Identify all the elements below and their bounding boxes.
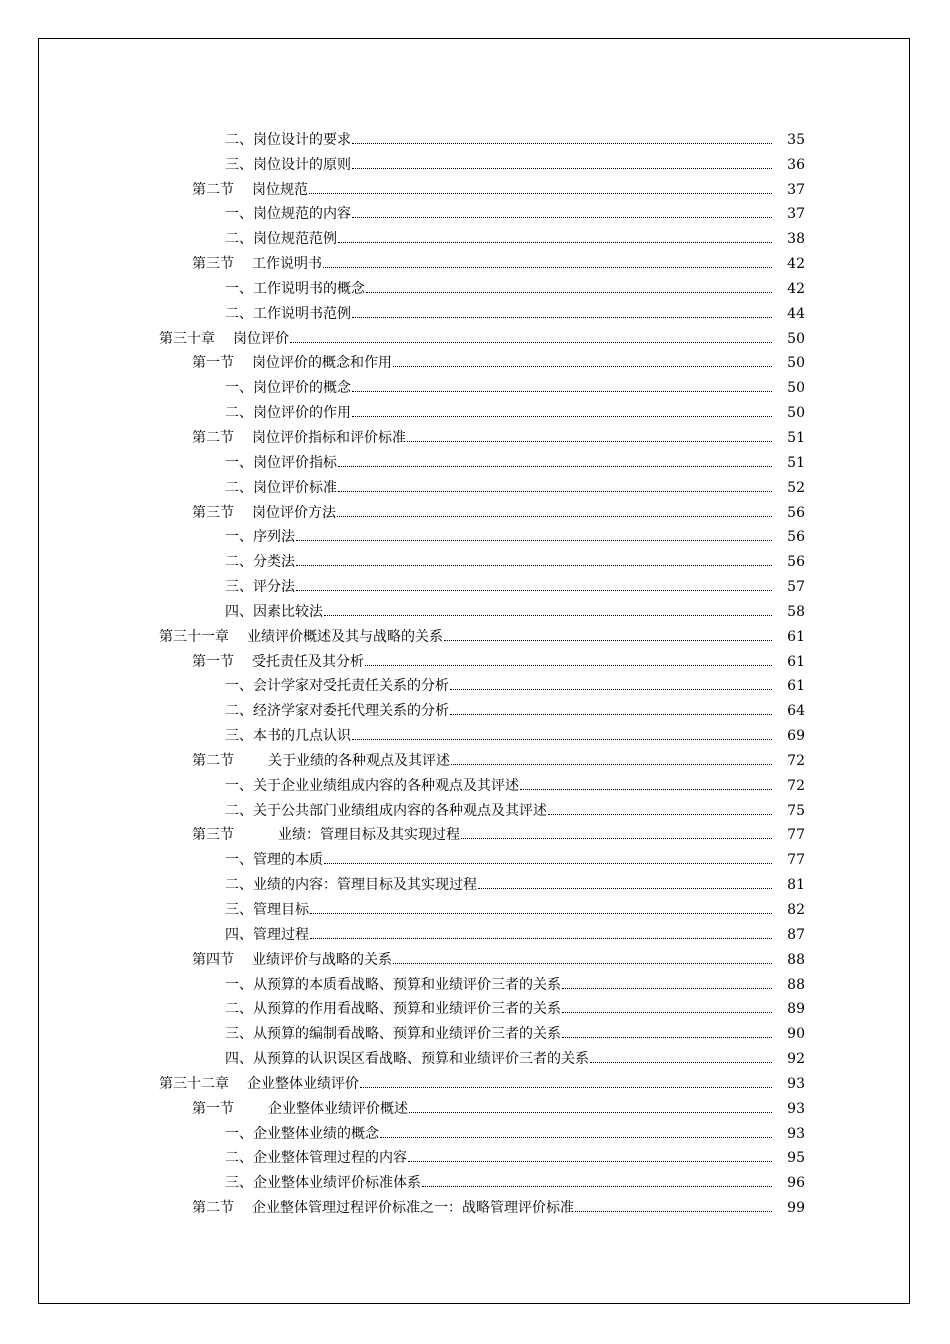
toc-entry-number: 二、 bbox=[225, 1150, 253, 1167]
toc-page-number: 57 bbox=[787, 579, 805, 596]
toc-page-number: 87 bbox=[787, 926, 805, 943]
toc-entry-title: 业绩评价概述及其与战略的关系 bbox=[247, 628, 443, 645]
toc-page-number: 56 bbox=[787, 529, 805, 546]
toc-page-number: 44 bbox=[787, 305, 805, 322]
toc-entry-number: 第三十二章 bbox=[159, 1075, 229, 1092]
toc-subsection-entry[interactable] bbox=[0, 522, 950, 547]
toc-page-number: 88 bbox=[787, 976, 805, 993]
toc-subsection-entry[interactable] bbox=[0, 1018, 950, 1043]
toc-subsection-entry[interactable] bbox=[0, 1118, 950, 1143]
toc-subsection-entry[interactable] bbox=[0, 199, 950, 224]
toc-section-entry[interactable] bbox=[0, 348, 950, 373]
toc-entry-title: 岗位规范的内容 bbox=[253, 206, 351, 223]
toc-section-entry[interactable] bbox=[0, 248, 950, 273]
toc-section-entry[interactable] bbox=[0, 422, 950, 447]
toc-section-entry[interactable] bbox=[0, 944, 950, 969]
toc-dot-leader bbox=[444, 640, 772, 641]
toc-entry-number: 一、 bbox=[225, 852, 253, 869]
toc-dot-leader bbox=[360, 1087, 772, 1088]
toc-entry-number: 第二节 bbox=[192, 1200, 234, 1217]
toc-entry-number: 第二节 bbox=[192, 181, 234, 198]
toc-entry-title: 企业整体业绩评价 bbox=[247, 1075, 359, 1092]
toc-subsection-entry[interactable] bbox=[0, 298, 950, 323]
toc-page-number: 38 bbox=[787, 231, 805, 248]
toc-dot-leader bbox=[409, 1112, 772, 1113]
toc-dot-leader bbox=[296, 540, 772, 541]
toc-entry-title: 企业整体业绩的概念 bbox=[253, 1125, 379, 1142]
toc-page-number: 50 bbox=[787, 355, 805, 372]
toc-dot-leader bbox=[393, 366, 772, 367]
toc-dot-leader bbox=[323, 267, 772, 268]
toc-page-number: 77 bbox=[787, 827, 805, 844]
toc-entry-title: 工作说明书的概念 bbox=[253, 280, 365, 297]
toc-entry-number: 第三十章 bbox=[159, 330, 215, 347]
toc-dot-leader bbox=[365, 665, 772, 666]
toc-entry-number: 一、 bbox=[225, 206, 253, 223]
toc-chapter-entry[interactable] bbox=[0, 323, 950, 348]
toc-dot-leader bbox=[352, 217, 772, 218]
toc-subsection-entry[interactable] bbox=[0, 596, 950, 621]
toc-dot-leader bbox=[461, 838, 772, 839]
toc-page-number: 36 bbox=[787, 156, 805, 173]
toc-entry-title: 岗位规范范例 bbox=[253, 231, 337, 248]
toc-dot-leader bbox=[296, 590, 772, 591]
toc-entry-number: 二、 bbox=[225, 405, 253, 422]
toc-chapter-entry[interactable] bbox=[0, 1068, 950, 1093]
toc-entry-title: 工作说明书 bbox=[252, 256, 322, 273]
toc-page-number: 58 bbox=[787, 603, 805, 620]
toc-entry-number: 二、 bbox=[225, 131, 253, 148]
toc-section-entry[interactable] bbox=[0, 1093, 950, 1118]
toc-chapter-entry[interactable] bbox=[0, 621, 950, 646]
toc-entry-title: 业绩的内容：管理目标及其实现过程 bbox=[253, 877, 477, 894]
toc-entry-title: 岗位评价的概念和作用 bbox=[252, 355, 392, 372]
toc-entry-title: 管理的本质 bbox=[253, 852, 323, 869]
toc-entry-number: 第一节 bbox=[192, 355, 234, 372]
toc-subsection-entry[interactable] bbox=[0, 869, 950, 894]
toc-page-number: 42 bbox=[787, 280, 805, 297]
toc-page-number: 64 bbox=[787, 703, 805, 720]
toc-page-number: 61 bbox=[787, 628, 805, 645]
toc-subsection-entry[interactable] bbox=[0, 571, 950, 596]
toc-entry-title: 岗位评价方法 bbox=[252, 504, 336, 521]
toc-entry-number: 二、 bbox=[225, 479, 253, 496]
toc-entry-title: 岗位评价 bbox=[233, 330, 289, 347]
toc-page-number: 69 bbox=[787, 728, 805, 745]
toc-subsection-entry[interactable] bbox=[0, 124, 950, 149]
toc-subsection-entry[interactable] bbox=[0, 969, 950, 994]
toc-page-number: 99 bbox=[787, 1200, 805, 1217]
toc-entry-number: 一、 bbox=[225, 280, 253, 297]
toc-entry-title: 从预算的作用看战略、预算和业绩评价三者的关系 bbox=[253, 1001, 561, 1018]
toc-dot-leader bbox=[575, 1211, 772, 1212]
toc-subsection-entry[interactable] bbox=[0, 472, 950, 497]
toc-page-number: 81 bbox=[787, 877, 805, 894]
toc-dot-leader bbox=[407, 441, 772, 442]
toc-entry-title: 本书的几点认识 bbox=[253, 728, 351, 745]
toc-subsection-entry[interactable] bbox=[0, 894, 950, 919]
toc-page-number: 89 bbox=[787, 1001, 805, 1018]
toc-dot-leader bbox=[590, 1062, 772, 1063]
toc-page-number: 56 bbox=[787, 554, 805, 571]
toc-dot-leader bbox=[324, 863, 772, 864]
toc-entry-number: 一、 bbox=[225, 678, 253, 695]
toc-entry-number: 四、 bbox=[225, 926, 253, 943]
toc-entry-title: 评分法 bbox=[253, 579, 295, 596]
toc-entry-title: 岗位设计的原则 bbox=[253, 156, 351, 173]
toc-entry-title: 分类法 bbox=[253, 554, 295, 571]
toc-dot-leader bbox=[562, 1012, 772, 1013]
toc-dot-leader bbox=[338, 466, 772, 467]
toc-entry-title: 岗位设计的要求 bbox=[253, 131, 351, 148]
toc-entry-number: 一、 bbox=[225, 976, 253, 993]
toc-entry-number: 第二节 bbox=[192, 752, 234, 769]
toc-subsection-entry[interactable] bbox=[0, 149, 950, 174]
toc-entry-title: 会计学家对受托责任关系的分析 bbox=[253, 678, 449, 695]
toc-page-number: 82 bbox=[787, 902, 805, 918]
toc-dot-leader bbox=[408, 1161, 772, 1162]
toc-page-number: 42 bbox=[787, 256, 805, 273]
toc-entry-title: 从预算的本质看战略、预算和业绩评价三者的关系 bbox=[253, 976, 561, 993]
toc-page-number: 96 bbox=[787, 1175, 805, 1192]
toc-page-number: 93 bbox=[787, 1075, 805, 1092]
toc-dot-leader bbox=[352, 317, 772, 318]
toc-entry-title: 业绩评价与战略的关系 bbox=[252, 951, 392, 968]
toc-entry-title: 序列法 bbox=[253, 529, 295, 546]
toc-entry-number: 二、 bbox=[225, 703, 253, 720]
toc-entry-number: 一、 bbox=[225, 777, 253, 794]
toc-entry-number: 三、 bbox=[225, 902, 253, 918]
toc-section-entry[interactable] bbox=[0, 174, 950, 199]
toc-entry-title: 企业整体业绩评价标准体系 bbox=[253, 1175, 421, 1192]
toc-subsection-entry[interactable] bbox=[0, 546, 950, 571]
toc-page-number: 50 bbox=[787, 330, 805, 347]
toc-entry-title: 岗位评价的概念 bbox=[253, 380, 351, 397]
toc-entry-number: 第一节 bbox=[192, 1100, 234, 1117]
toc-entry-number: 第二节 bbox=[192, 429, 234, 446]
toc-entry-number: 第四节 bbox=[192, 951, 234, 968]
toc-dot-leader bbox=[562, 1037, 772, 1038]
toc-page-number: 51 bbox=[787, 454, 805, 471]
toc-dot-leader bbox=[310, 913, 772, 914]
toc-subsection-entry[interactable] bbox=[0, 770, 950, 795]
toc-page-number: 61 bbox=[787, 653, 805, 670]
toc-dot-leader bbox=[324, 615, 772, 616]
toc-page-number: 50 bbox=[787, 405, 805, 422]
toc-subsection-entry[interactable] bbox=[0, 1043, 950, 1068]
toc-entry-title: 企业整体业绩评价概述 bbox=[268, 1100, 408, 1117]
toc-entry-number: 一、 bbox=[225, 529, 253, 546]
toc-subsection-entry[interactable] bbox=[0, 919, 950, 944]
toc-entry-title: 工作说明书范例 bbox=[253, 305, 351, 322]
toc-subsection-entry[interactable] bbox=[0, 1167, 950, 1192]
toc-dot-leader bbox=[337, 516, 772, 517]
toc-dot-leader bbox=[548, 814, 772, 815]
toc-entry-number: 一、 bbox=[225, 454, 253, 471]
toc-dot-leader bbox=[393, 963, 772, 964]
toc-entry-number: 四、 bbox=[225, 603, 253, 620]
toc-entry-number: 二、 bbox=[225, 554, 253, 571]
toc-dot-leader bbox=[562, 988, 772, 989]
toc-dot-leader bbox=[450, 689, 772, 690]
toc-entry-title: 岗位评价标准 bbox=[253, 479, 337, 496]
toc-subsection-entry[interactable] bbox=[0, 223, 950, 248]
toc-subsection-entry[interactable] bbox=[0, 994, 950, 1019]
toc-entry-title: 岗位规范 bbox=[252, 181, 308, 198]
toc-subsection-entry[interactable] bbox=[0, 695, 950, 720]
toc-page-number: 51 bbox=[787, 429, 805, 446]
toc-dot-leader bbox=[352, 168, 772, 169]
toc-entry-title: 因素比较法 bbox=[253, 603, 323, 620]
toc-page-number: 93 bbox=[787, 1100, 805, 1117]
toc-dot-leader bbox=[352, 143, 772, 144]
toc-entry-number: 第一节 bbox=[192, 653, 234, 670]
toc-subsection-entry[interactable] bbox=[0, 273, 950, 298]
toc-page-number: 88 bbox=[787, 951, 805, 968]
toc-subsection-entry[interactable] bbox=[0, 1143, 950, 1168]
toc-entry-number: 三、 bbox=[225, 1026, 253, 1043]
toc-page-number: 37 bbox=[787, 181, 805, 198]
toc-entry-number: 一、 bbox=[225, 380, 253, 397]
toc-entry-title: 管理目标 bbox=[253, 902, 309, 918]
toc-dot-leader bbox=[309, 193, 772, 194]
toc-entry-title: 从预算的编制看战略、预算和业绩评价三者的关系 bbox=[253, 1026, 561, 1043]
toc-entry-number: 二、 bbox=[225, 231, 253, 248]
toc-section-entry[interactable] bbox=[0, 646, 950, 671]
toc-entry-title: 受托责任及其分析 bbox=[252, 653, 364, 670]
toc-page-number: 90 bbox=[787, 1026, 805, 1043]
toc-entry-title: 关于公共部门业绩组成内容的各种观点及其评述 bbox=[253, 802, 547, 819]
toc-page-number: 77 bbox=[787, 852, 805, 869]
toc-page-number: 72 bbox=[787, 777, 805, 794]
toc-subsection-entry[interactable] bbox=[0, 720, 950, 745]
toc-entry-title: 关于企业业绩组成内容的各种观点及其评述 bbox=[253, 777, 519, 794]
toc-subsection-entry[interactable] bbox=[0, 372, 950, 397]
toc-dot-leader bbox=[380, 1137, 772, 1138]
toc-entry-number: 二、 bbox=[225, 305, 253, 322]
toc-entry-title: 岗位评价指标和评价标准 bbox=[252, 429, 406, 446]
toc-entry-title: 岗位评价指标 bbox=[253, 454, 337, 471]
toc-entry-number: 第三节 bbox=[192, 256, 234, 273]
toc-entry-title: 企业整体管理过程的内容 bbox=[253, 1150, 407, 1167]
toc-section-entry[interactable] bbox=[0, 1192, 950, 1217]
toc-entry-number: 第三十一章 bbox=[159, 628, 229, 645]
toc-page-number: 52 bbox=[787, 479, 805, 496]
toc-subsection-entry[interactable] bbox=[0, 671, 950, 696]
toc-dot-leader bbox=[451, 764, 772, 765]
toc-entry-number: 三、 bbox=[225, 728, 253, 745]
toc-dot-leader bbox=[338, 242, 772, 243]
toc-section-entry[interactable] bbox=[0, 745, 950, 770]
toc-page-number: 92 bbox=[787, 1051, 805, 1068]
toc-dot-leader bbox=[352, 416, 772, 417]
toc-page-number: 75 bbox=[787, 802, 805, 819]
toc-dot-leader bbox=[422, 1186, 772, 1187]
toc-entry-number: 一、 bbox=[225, 1125, 253, 1142]
toc-dot-leader bbox=[310, 938, 772, 939]
toc-entry-number: 第三节 bbox=[192, 504, 234, 521]
toc-dot-leader bbox=[338, 491, 772, 492]
toc-page-number: 50 bbox=[787, 380, 805, 397]
toc-entry-number: 三、 bbox=[225, 579, 253, 596]
toc-entry-title: 管理过程 bbox=[253, 926, 309, 943]
table-of-contents bbox=[0, 124, 950, 1217]
toc-dot-leader bbox=[290, 342, 772, 343]
toc-page-number: 61 bbox=[787, 678, 805, 695]
toc-entry-number: 二、 bbox=[225, 1001, 253, 1018]
toc-subsection-entry[interactable] bbox=[0, 795, 950, 820]
toc-dot-leader bbox=[450, 714, 772, 715]
toc-entry-number: 二、 bbox=[225, 877, 253, 894]
toc-page-number: 95 bbox=[787, 1150, 805, 1167]
toc-entry-title: 业绩：管理目标及其实现过程 bbox=[278, 827, 460, 844]
toc-entry-title: 岗位评价的作用 bbox=[253, 405, 351, 422]
toc-entry-number: 四、 bbox=[225, 1051, 253, 1068]
toc-entry-number: 第三节 bbox=[192, 827, 234, 844]
toc-dot-leader bbox=[296, 565, 772, 566]
toc-entry-number: 三、 bbox=[225, 156, 253, 173]
toc-page-number: 37 bbox=[787, 206, 805, 223]
toc-entry-number: 二、 bbox=[225, 802, 253, 819]
toc-subsection-entry[interactable] bbox=[0, 397, 950, 422]
toc-entry-title: 经济学家对委托代理关系的分析 bbox=[253, 703, 449, 720]
toc-entry-title: 从预算的认识误区看战略、预算和业绩评价三者的关系 bbox=[253, 1051, 589, 1068]
toc-subsection-entry[interactable] bbox=[0, 844, 950, 869]
toc-subsection-entry[interactable] bbox=[0, 447, 950, 472]
toc-dot-leader bbox=[352, 391, 772, 392]
toc-dot-leader bbox=[352, 739, 772, 740]
toc-dot-leader bbox=[478, 888, 772, 889]
toc-entry-title: 企业整体管理过程评价标准之一：战略管理评价标准 bbox=[252, 1200, 574, 1217]
toc-section-entry[interactable] bbox=[0, 497, 950, 522]
toc-entry-number: 三、 bbox=[225, 1175, 253, 1192]
toc-dot-leader bbox=[366, 292, 772, 293]
toc-page-number: 72 bbox=[787, 752, 805, 769]
toc-section-entry[interactable] bbox=[0, 820, 950, 845]
toc-dot-leader bbox=[520, 789, 772, 790]
toc-page-number: 93 bbox=[787, 1125, 805, 1142]
toc-page-number: 35 bbox=[787, 131, 805, 148]
toc-page-number: 56 bbox=[787, 504, 805, 521]
toc-entry-title: 关于业绩的各种观点及其评述 bbox=[268, 752, 450, 769]
